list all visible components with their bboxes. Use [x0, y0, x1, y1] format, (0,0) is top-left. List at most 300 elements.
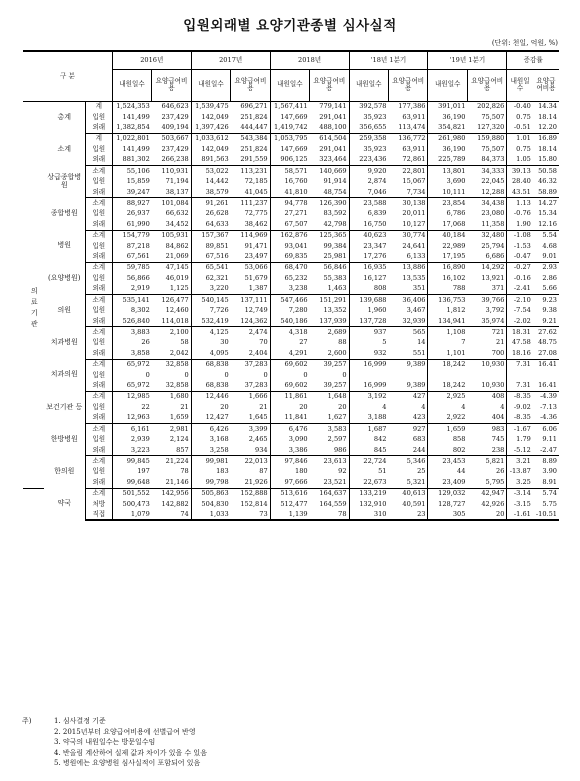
value-cell: 5.74 — [542, 489, 557, 497]
value-cell: -7.54 — [507, 305, 533, 316]
value-cell: 21 — [180, 402, 189, 411]
value-cell: 5.54 — [542, 231, 557, 239]
value-cell: 34,438 — [481, 198, 505, 207]
value-cell: 48,754 — [310, 187, 349, 198]
value-cell: 142,956 — [161, 489, 189, 497]
value-cell — [533, 370, 559, 381]
value-cell: 2,874 — [349, 176, 388, 187]
group-label: 치과의원 — [50, 370, 78, 379]
row-sub-label: 소계 — [85, 327, 112, 338]
value-cell: 61,990 — [112, 219, 151, 230]
value-cell: 10,127 — [389, 219, 428, 230]
row-sub-label: 소계 — [85, 359, 112, 370]
group-label: 약국 — [57, 499, 72, 508]
value-cell: 34,333 — [481, 166, 505, 175]
value-cell: 12,749 — [244, 306, 268, 314]
value-cell: 91,471 — [244, 241, 268, 250]
value-cell: 164,559 — [319, 499, 347, 508]
value-cell: 8.91 — [533, 477, 559, 488]
value-cell: 36,406 — [402, 295, 426, 304]
value-cell: 11,841 — [270, 413, 309, 424]
row-sub-label: 입원 — [85, 176, 112, 187]
value-cell: 22,673 — [349, 477, 388, 488]
value-cell: 3,188 — [349, 413, 388, 424]
value-cell: 89,851 — [191, 241, 230, 252]
value-cell: 3,792 — [485, 306, 505, 314]
notes — [22, 716, 207, 769]
value-cell: 488,100 — [310, 123, 349, 134]
value-cell: 42,798 — [310, 219, 349, 230]
value-cell: 11,358 — [467, 219, 506, 230]
value-cell: 21,146 — [152, 477, 191, 488]
value-cell: 1,125 — [152, 284, 191, 295]
table-row — [23, 198, 559, 209]
row-sub-label: 외래 — [85, 187, 112, 198]
value-cell: 105,931 — [161, 231, 189, 239]
value-cell: 409,194 — [152, 123, 191, 134]
value-cell: 881,302 — [112, 155, 151, 166]
value-cell: 41,810 — [270, 187, 309, 198]
table-row — [23, 456, 559, 467]
value-cell: 6,133 — [389, 252, 428, 263]
value-cell: 4,291 — [270, 348, 309, 359]
col-days-header: 내원일수 — [112, 69, 151, 101]
note-line: 4. 반올림 계산하여 실제 값과 차이가 있을 수 있음 — [54, 748, 207, 757]
value-cell: 114,969 — [240, 231, 268, 239]
value-cell: 65,972 — [112, 381, 151, 392]
value-cell: 1.05 — [507, 155, 533, 166]
value-cell: 3.90 — [542, 467, 557, 476]
value-cell: 1,812 — [428, 305, 467, 316]
value-cell: 12.20 — [533, 123, 559, 134]
value-cell: 845 — [349, 445, 388, 456]
value-cell: 1,033,612 — [191, 133, 230, 144]
table-row — [23, 370, 559, 381]
value-cell: 142,049 — [191, 144, 230, 155]
value-cell: 75,507 — [481, 112, 505, 121]
row-sub-label: 입원 — [85, 209, 112, 220]
value-cell: 17,195 — [428, 252, 467, 263]
value-cell: 13,352 — [323, 306, 347, 314]
value-cell: 50.58 — [538, 166, 557, 175]
notes-prefix: 주) — [22, 717, 32, 725]
value-cell: 16,127 — [349, 273, 388, 284]
value-cell: 3,399 — [248, 424, 268, 433]
row-sub-label: 외래 — [85, 348, 112, 359]
group-label: 종합병원 — [50, 209, 78, 218]
table-row — [23, 477, 559, 488]
value-cell: -2.02 — [507, 316, 533, 327]
table-row — [23, 359, 559, 370]
value-cell: 42,926 — [481, 499, 505, 508]
value-cell: 64,633 — [191, 219, 230, 230]
value-cell: 251,824 — [240, 144, 268, 153]
note-line — [22, 716, 207, 727]
value-cell: 72,185 — [244, 177, 268, 185]
side-blank — [23, 101, 44, 133]
value-cell: 3,223 — [112, 445, 151, 456]
table-row — [23, 499, 559, 510]
value-cell: 3,583 — [327, 424, 347, 433]
value-cell: 78 — [180, 467, 189, 476]
value-cell: 9.38 — [542, 306, 557, 314]
table-row — [23, 241, 559, 252]
growth-cost-header: 요양급여비용 — [533, 69, 559, 101]
value-cell: 15,067 — [402, 177, 426, 185]
value-cell: 63,911 — [402, 112, 426, 121]
value-cell: 84,862 — [165, 241, 189, 250]
value-cell: 1,960 — [349, 305, 388, 316]
value-cell: 1,382,854 — [112, 123, 151, 134]
value-cell: 501,552 — [112, 488, 151, 499]
side-blank — [23, 488, 44, 520]
value-cell: 22,989 — [428, 241, 467, 252]
value-cell: 128,727 — [428, 499, 467, 510]
value-cell: 6,686 — [467, 252, 506, 263]
value-cell: 4 — [500, 402, 505, 411]
value-cell: 99,845 — [112, 456, 151, 467]
value-cell: 351 — [389, 284, 428, 295]
group-label: 총계 — [57, 112, 72, 121]
value-cell: 28.40 — [507, 176, 533, 187]
value-cell: -9.02 — [507, 402, 533, 413]
value-cell: 46,019 — [165, 273, 189, 282]
value-cell: -3.15 — [507, 499, 533, 510]
value-cell: 137,111 — [240, 295, 268, 304]
value-cell: 11,861 — [270, 391, 309, 402]
table-row — [23, 445, 559, 456]
value-cell: 21 — [259, 402, 268, 411]
value-cell: 14,292 — [481, 263, 505, 272]
value-cell: 8.89 — [542, 456, 557, 465]
value-cell: 32,858 — [152, 381, 191, 392]
value-cell: 132,910 — [349, 499, 388, 510]
value-cell: 3,258 — [191, 445, 230, 456]
value-cell: 22,801 — [402, 166, 426, 175]
value-cell: 16.41 — [538, 360, 557, 368]
value-cell: 3,467 — [406, 306, 426, 314]
value-cell: 40,623 — [349, 230, 388, 241]
value-cell: 721 — [491, 327, 505, 336]
col-days-header: 내원일수 — [191, 69, 230, 101]
value-cell: 2,919 — [112, 284, 151, 295]
value-cell: 84,373 — [467, 155, 506, 166]
value-cell: 788 — [428, 284, 467, 295]
row-sub-label: 입원 — [85, 241, 112, 252]
value-cell: 159,880 — [477, 134, 505, 143]
row-sub-label: 소계 — [85, 456, 112, 467]
value-cell: 565 — [412, 327, 426, 336]
value-cell: 5 — [349, 338, 388, 349]
row-sub-label: 외래 — [85, 477, 112, 488]
value-cell: 2,600 — [310, 348, 349, 359]
value-cell: 12,985 — [112, 391, 151, 402]
table-row — [23, 316, 559, 327]
value-cell: 16,750 — [349, 219, 388, 230]
value-cell: 99,981 — [191, 456, 230, 467]
value-cell: -1.67 — [507, 424, 533, 435]
value-cell: 142,049 — [191, 112, 230, 123]
value-cell: 2,404 — [231, 348, 270, 359]
value-cell: 4.68 — [542, 241, 557, 250]
value-cell: 3,858 — [112, 348, 151, 359]
row-sub-label: 직접 — [85, 510, 112, 521]
value-cell: 136,772 — [398, 134, 426, 143]
value-cell: 25 — [417, 467, 426, 476]
value-cell: 526,840 — [112, 316, 151, 327]
value-cell: 101,084 — [161, 198, 189, 207]
table-row — [23, 273, 559, 284]
group-label: 병원 — [57, 241, 72, 250]
value-cell: 17,276 — [349, 252, 388, 263]
value-cell: 802 — [428, 445, 467, 456]
value-cell: 18.14 — [538, 144, 557, 153]
value-cell: -0.51 — [507, 123, 533, 134]
value-cell: 88 — [338, 338, 347, 347]
value-cell: -8.35 — [507, 391, 533, 402]
value-cell: 291,559 — [231, 155, 270, 166]
value-cell: 65,541 — [191, 262, 230, 273]
value-cell: -0.47 — [507, 252, 533, 263]
value-cell: 157,367 — [191, 230, 230, 241]
col-cost-header: 요양급여비용 — [467, 69, 506, 101]
row-sub-label: 외래 — [85, 413, 112, 424]
value-cell: 614,504 — [319, 134, 347, 143]
group-label: 의원 — [57, 305, 72, 314]
value-cell: 139,688 — [349, 295, 388, 306]
value-cell: 152,814 — [240, 499, 268, 508]
row-sub-label: 외래 — [85, 284, 112, 295]
value-cell: 67,516 — [191, 252, 230, 263]
value-cell: 23 — [389, 510, 428, 521]
value-cell: 983 — [491, 424, 505, 433]
value-cell: 88,927 — [112, 198, 151, 209]
value-cell: 305 — [428, 510, 467, 521]
value-cell: 2,922 — [428, 413, 467, 424]
row-sub-label: 입원 — [85, 338, 112, 349]
value-cell: 111,237 — [240, 198, 268, 207]
value-cell: 391,011 — [428, 101, 467, 112]
value-cell: 35,923 — [349, 144, 388, 155]
value-cell: 237,429 — [161, 144, 189, 153]
value-cell: 127,320 — [467, 123, 506, 134]
col-cost-header: 요양급여비용 — [152, 69, 191, 101]
value-cell: 9.21 — [533, 316, 559, 327]
value-cell — [389, 370, 428, 381]
value-cell: 779,141 — [319, 102, 347, 110]
value-cell: 13,886 — [402, 263, 426, 272]
value-cell: 2.93 — [542, 263, 557, 272]
value-cell: 2,939 — [112, 434, 151, 445]
value-cell: 2,042 — [152, 348, 191, 359]
table-row — [23, 338, 559, 349]
value-cell: 696,271 — [240, 102, 268, 110]
value-cell: 2,124 — [169, 435, 189, 443]
value-cell: 1,419,742 — [270, 123, 309, 134]
value-cell: 3.25 — [507, 477, 533, 488]
value-cell: 3,883 — [112, 327, 151, 338]
value-cell: 72,775 — [244, 209, 268, 218]
value-cell: 21 — [496, 338, 505, 347]
value-cell: 223,436 — [349, 155, 388, 166]
value-cell: 16,760 — [270, 176, 309, 187]
value-cell: 5,321 — [389, 477, 428, 488]
value-cell: 808 — [349, 284, 388, 295]
value-cell: 34,452 — [152, 219, 191, 230]
value-cell: 857 — [152, 445, 191, 456]
value-cell: 134,941 — [428, 316, 467, 327]
row-sub-label: 처방 — [85, 499, 112, 510]
row-sub-label: 소계 — [85, 230, 112, 241]
value-cell: 53,022 — [191, 166, 230, 177]
table-row — [23, 219, 559, 230]
value-cell: 0 — [191, 370, 230, 381]
value-cell: 244 — [389, 445, 428, 456]
value-cell: 1,101 — [428, 348, 467, 359]
value-cell: 1,108 — [428, 327, 467, 338]
value-cell: 4,318 — [270, 327, 309, 338]
value-cell: 3,690 — [428, 176, 467, 187]
value-cell: 543,384 — [240, 134, 268, 143]
value-cell: 97,666 — [270, 477, 309, 488]
value-cell: 99,648 — [112, 477, 151, 488]
value-cell: 22,724 — [349, 456, 388, 467]
table-row — [23, 284, 559, 295]
value-cell: 16,890 — [428, 262, 467, 273]
value-cell: 12,460 — [165, 306, 189, 314]
value-cell: 68,838 — [191, 359, 230, 370]
value-cell: 10,111 — [428, 187, 467, 198]
value-cell: -4.36 — [533, 413, 559, 424]
value-cell: 6,476 — [270, 424, 309, 435]
row-sub-label: 외래 — [85, 381, 112, 392]
value-cell: 540,145 — [191, 295, 230, 306]
value-cell: 23,521 — [310, 477, 349, 488]
value-cell: 69,602 — [270, 381, 309, 392]
value-cell: 58,571 — [270, 166, 309, 177]
unit-note: (단위: 천일, 억원, %) — [491, 39, 558, 47]
value-cell: 68,470 — [270, 262, 309, 273]
table-row — [23, 348, 559, 359]
value-cell: 251,824 — [240, 112, 268, 121]
value-cell: 0 — [112, 370, 151, 381]
value-cell: 6,839 — [349, 209, 388, 220]
value-cell: 30,138 — [402, 198, 426, 207]
value-cell: 21,224 — [165, 456, 189, 465]
value-cell: 56,866 — [112, 273, 151, 284]
value-cell: 23,497 — [231, 252, 270, 263]
value-cell: 125,365 — [319, 231, 347, 239]
value-cell: 37,283 — [244, 360, 268, 368]
value-cell: 1.79 — [507, 434, 533, 445]
value-cell: 87 — [259, 467, 268, 476]
value-cell: 110,931 — [161, 166, 189, 175]
value-cell: 238 — [467, 445, 506, 456]
value-cell: 2.86 — [542, 273, 557, 282]
row-sub-label: 계 — [85, 133, 112, 144]
value-cell: 15.80 — [533, 155, 559, 166]
table-row — [23, 391, 559, 402]
value-cell: 17,068 — [428, 219, 467, 230]
value-cell: 16,999 — [349, 359, 388, 370]
value-cell: 2,925 — [428, 391, 467, 402]
growth-header: 증감률 — [507, 51, 559, 69]
value-cell: 5,795 — [467, 477, 506, 488]
value-cell: 745 — [491, 435, 505, 443]
value-cell: 7 — [428, 338, 467, 349]
value-cell: 38,462 — [231, 219, 270, 230]
growth-days-header: 내원일수 — [507, 69, 533, 101]
row-sub-label: 입원 — [85, 402, 112, 413]
value-cell: 3,168 — [191, 434, 230, 445]
value-cell: 0 — [342, 370, 347, 379]
value-cell: 47,145 — [165, 263, 189, 272]
value-cell: 535,141 — [112, 295, 151, 306]
value-cell: 266,238 — [152, 155, 191, 166]
value-cell: 22,045 — [481, 177, 505, 185]
value-cell: 1,079 — [112, 510, 151, 521]
value-cell: 43.51 — [507, 187, 533, 198]
value-cell: 1,022,801 — [112, 133, 151, 144]
value-cell: 2,597 — [327, 435, 347, 443]
value-cell: 56,846 — [323, 263, 347, 272]
value-cell: 142,882 — [161, 499, 189, 508]
value-cell: 53,066 — [244, 263, 268, 272]
value-cell: 99,798 — [191, 477, 230, 488]
value-cell: 75,507 — [481, 144, 505, 153]
table-row — [23, 488, 559, 499]
value-cell — [428, 370, 467, 381]
value-cell: 20 — [270, 402, 309, 413]
table-row — [23, 101, 559, 112]
value-cell: 1.13 — [507, 198, 533, 209]
value-cell: 91,261 — [191, 198, 230, 209]
table-row — [23, 112, 559, 123]
value-cell: 140,669 — [319, 166, 347, 175]
row-sub-label: 외래 — [85, 123, 112, 134]
table-row — [23, 252, 559, 263]
value-cell: 3,386 — [270, 445, 309, 456]
value-cell: 93,041 — [270, 241, 309, 252]
value-cell: 126,390 — [319, 198, 347, 207]
group-label: 한의원 — [54, 467, 75, 476]
value-cell: 500,473 — [112, 499, 151, 510]
value-cell: 126,477 — [161, 295, 189, 304]
value-cell: 133,219 — [349, 488, 388, 499]
table-row — [23, 230, 559, 241]
value-cell: -0.27 — [507, 262, 533, 273]
value-cell: 35,974 — [467, 316, 506, 327]
value-cell: 1,387 — [231, 284, 270, 295]
value-cell: 20 — [191, 402, 230, 413]
value-cell: 27.62 — [538, 327, 557, 336]
side-label-cell — [23, 133, 44, 488]
table-row — [23, 381, 559, 392]
value-cell: 147,669 — [270, 144, 309, 155]
value-cell: -5.12 — [507, 445, 533, 456]
value-cell: 6,786 — [428, 209, 467, 220]
value-cell: 323,464 — [310, 155, 349, 166]
value-cell: 21,926 — [231, 477, 270, 488]
table-row — [23, 305, 559, 316]
value-cell: 10,930 — [467, 381, 506, 392]
period-18q1: '18년 1분기 — [349, 51, 428, 69]
value-cell: -1.08 — [507, 230, 533, 241]
value-cell: -1.53 — [507, 241, 533, 252]
row-sub-label: 입원 — [85, 273, 112, 284]
row-sub-label: 소계 — [85, 488, 112, 499]
value-cell: 2,689 — [327, 327, 347, 336]
